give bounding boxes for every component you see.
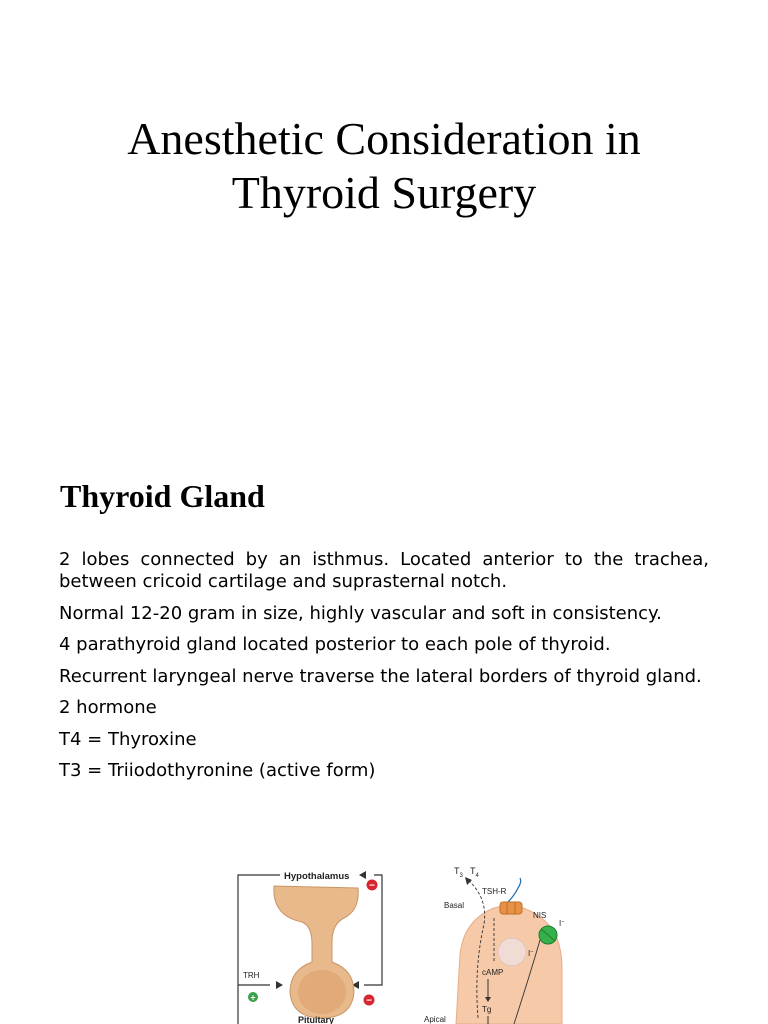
paragraph-lobes: 2 lobes connected by an isthmus. Located anterior to the trachea, between cricoid cartilage and suprasternal notch. (59, 549, 709, 592)
arrow-to-hypothalamus-icon (359, 871, 366, 879)
tsh-receptor-icon (500, 902, 522, 914)
paragraph-laryngeal-nerve: Recurrent laryngeal nerve traverse the lateral borders of thyroid gland. (59, 665, 702, 687)
pituitary-anterior-lobe (298, 970, 346, 1014)
nis-label: NIS (533, 911, 547, 920)
stimulation-plus-sign: + (250, 992, 256, 1003)
body-text (59, 549, 709, 792)
cell-nucleus (498, 938, 526, 966)
tsh-r-label: TSH-R (482, 887, 507, 896)
camp-label: cAMP (482, 968, 504, 977)
figure-svg (232, 858, 572, 1024)
pituitary-label: Pituitary (298, 1015, 335, 1024)
inhibition-minus-sign-bottom: − (366, 995, 372, 1007)
inhibition-minus-sign-top: − (369, 880, 375, 892)
section-heading: Thyroid Gland (60, 478, 265, 514)
secretion-arrow-icon (465, 877, 472, 885)
slide-title-line-2: Thyroid Surgery (231, 167, 537, 218)
trh-label: TRH (243, 971, 260, 980)
slide-title-line-1: Anesthetic Consideration in (127, 113, 641, 164)
tsh-wavy-line (508, 878, 521, 902)
iodide-outside-label: I− (559, 919, 565, 928)
t4-label: $T_4$ (470, 866, 479, 879)
paragraph-t3: T3 = Triiodothyronine (active form) (59, 760, 376, 781)
paragraph-parathyroid: 4 parathyroid gland located posterior to each pole of thyroid. (59, 634, 611, 655)
t3-label: $T_3$ (454, 866, 463, 879)
basal-label: Basal (444, 901, 465, 910)
hypothalamus-label: Hypothalamus (284, 871, 350, 882)
arrow-to-pituitary-icon (276, 981, 283, 989)
apical-label: Apical (424, 1015, 446, 1024)
paragraph-hormone-count: 2 hormone (59, 697, 157, 718)
thyroid-axis-figure (232, 858, 572, 1024)
slide-title (0, 112, 768, 220)
paragraph-size: Normal 12-20 gram in size, highly vascular and soft in consistency. (59, 602, 662, 624)
paragraph-t4: T4 = Thyroxine (59, 728, 197, 750)
iodide-inside-label: I− (528, 949, 534, 958)
tg-label: Tg (482, 1005, 492, 1014)
